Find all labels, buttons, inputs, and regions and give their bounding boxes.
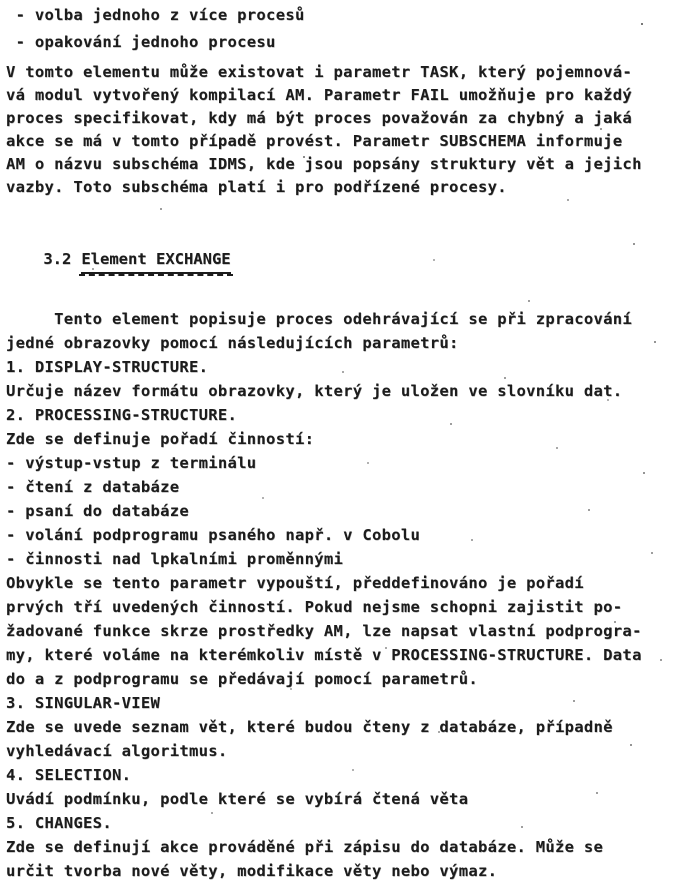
text-line: vyhledávací algoritmus. bbox=[6, 742, 228, 760]
section-title: Element EXCHANGE bbox=[81, 248, 230, 274]
scan-noise bbox=[0, 0, 2, 2]
section-heading bbox=[6, 225, 677, 297]
text-line: vá modul vytvořený kompilací AM. Parametr FAIL umožňuje pro každý bbox=[6, 86, 633, 104]
text-line: AM o názvu subschéma IDMS, kde jsou popsány struktury vět a jejich bbox=[6, 155, 642, 173]
text-line: 5. CHANGES. bbox=[6, 814, 112, 832]
text-line: 1. DISPLAY-STRUCTURE. bbox=[6, 358, 209, 376]
text-line: Obvykle se tento parametr vypouští, předdefinováno je pořadí bbox=[6, 574, 584, 592]
text-line: 3. SINGULAR-VIEW bbox=[6, 694, 161, 712]
text-line: - psaní do databáze bbox=[6, 502, 190, 520]
section-number: 3.2 bbox=[43, 250, 72, 268]
intro-list bbox=[6, 2, 677, 56]
text-line: Uvádí podmínku, podle které se vybírá čtená věta bbox=[6, 790, 469, 808]
text-line: - výstup-vstup z terminálu bbox=[6, 454, 257, 472]
text-line: proces specifikovat, kdy má být proces považován za chybný a jaká bbox=[6, 109, 633, 127]
text-line: - činnosti nad lpkalními proměnnými bbox=[6, 550, 344, 568]
text-line: Určuje název formátu obrazovky, který je uložen ve slovníku dat. bbox=[6, 382, 623, 400]
list-item: - volba jednoho z více procesů bbox=[6, 6, 305, 24]
text-line: určit tvorba nové věty, modifikace věty nebo výmaz. bbox=[6, 862, 498, 880]
section-body bbox=[6, 307, 677, 883]
text-line: V tomto elementu může existovat i parametr TASK, který pojemnová- bbox=[6, 63, 633, 81]
text-line: 4. SELECTION. bbox=[6, 766, 132, 784]
text-line: žadované funkce skrze prostředky AM, lze napsat vlastní podprogra- bbox=[6, 622, 642, 640]
text-line: Zde se definují akce prováděné při zápisu do databáze. Může se bbox=[6, 838, 604, 856]
text-line: my, které voláme na kterémkoliv místě v PROCESSING-STRUCTURE. Data bbox=[6, 646, 642, 664]
text-line: Tento element popisuje proces odehrávající se při zpracování bbox=[6, 310, 633, 328]
paragraph-task bbox=[6, 61, 677, 199]
text-line: do a z podprogramu se předávají pomocí parametrů. bbox=[6, 670, 478, 688]
text-line: vazby. Toto subschéma platí i pro podřízené procesy. bbox=[6, 178, 507, 196]
text-line: akce se má v tomto případě provést. Parametr SUBSCHEMA informuje bbox=[6, 132, 623, 150]
text-line: jedné obrazovky pomocí následujících parametrů: bbox=[6, 334, 459, 352]
text-line: 2. PROCESSING-STRUCTURE. bbox=[6, 406, 238, 424]
text-line: Zde se uvede seznam vět, které budou čteny z databáze, případně bbox=[6, 718, 613, 736]
text-line: - čtení z databáze bbox=[6, 478, 180, 496]
text-line: Zde se definuje pořadí činností: bbox=[6, 430, 315, 448]
text-line: - volání podprogramu psaného např. v Cobolu bbox=[6, 526, 421, 544]
list-item: - opakování jednoho procesu bbox=[6, 33, 276, 51]
text-line: prvých tří uvedených činností. Pokud nejsme schopni zajistit po- bbox=[6, 598, 623, 616]
